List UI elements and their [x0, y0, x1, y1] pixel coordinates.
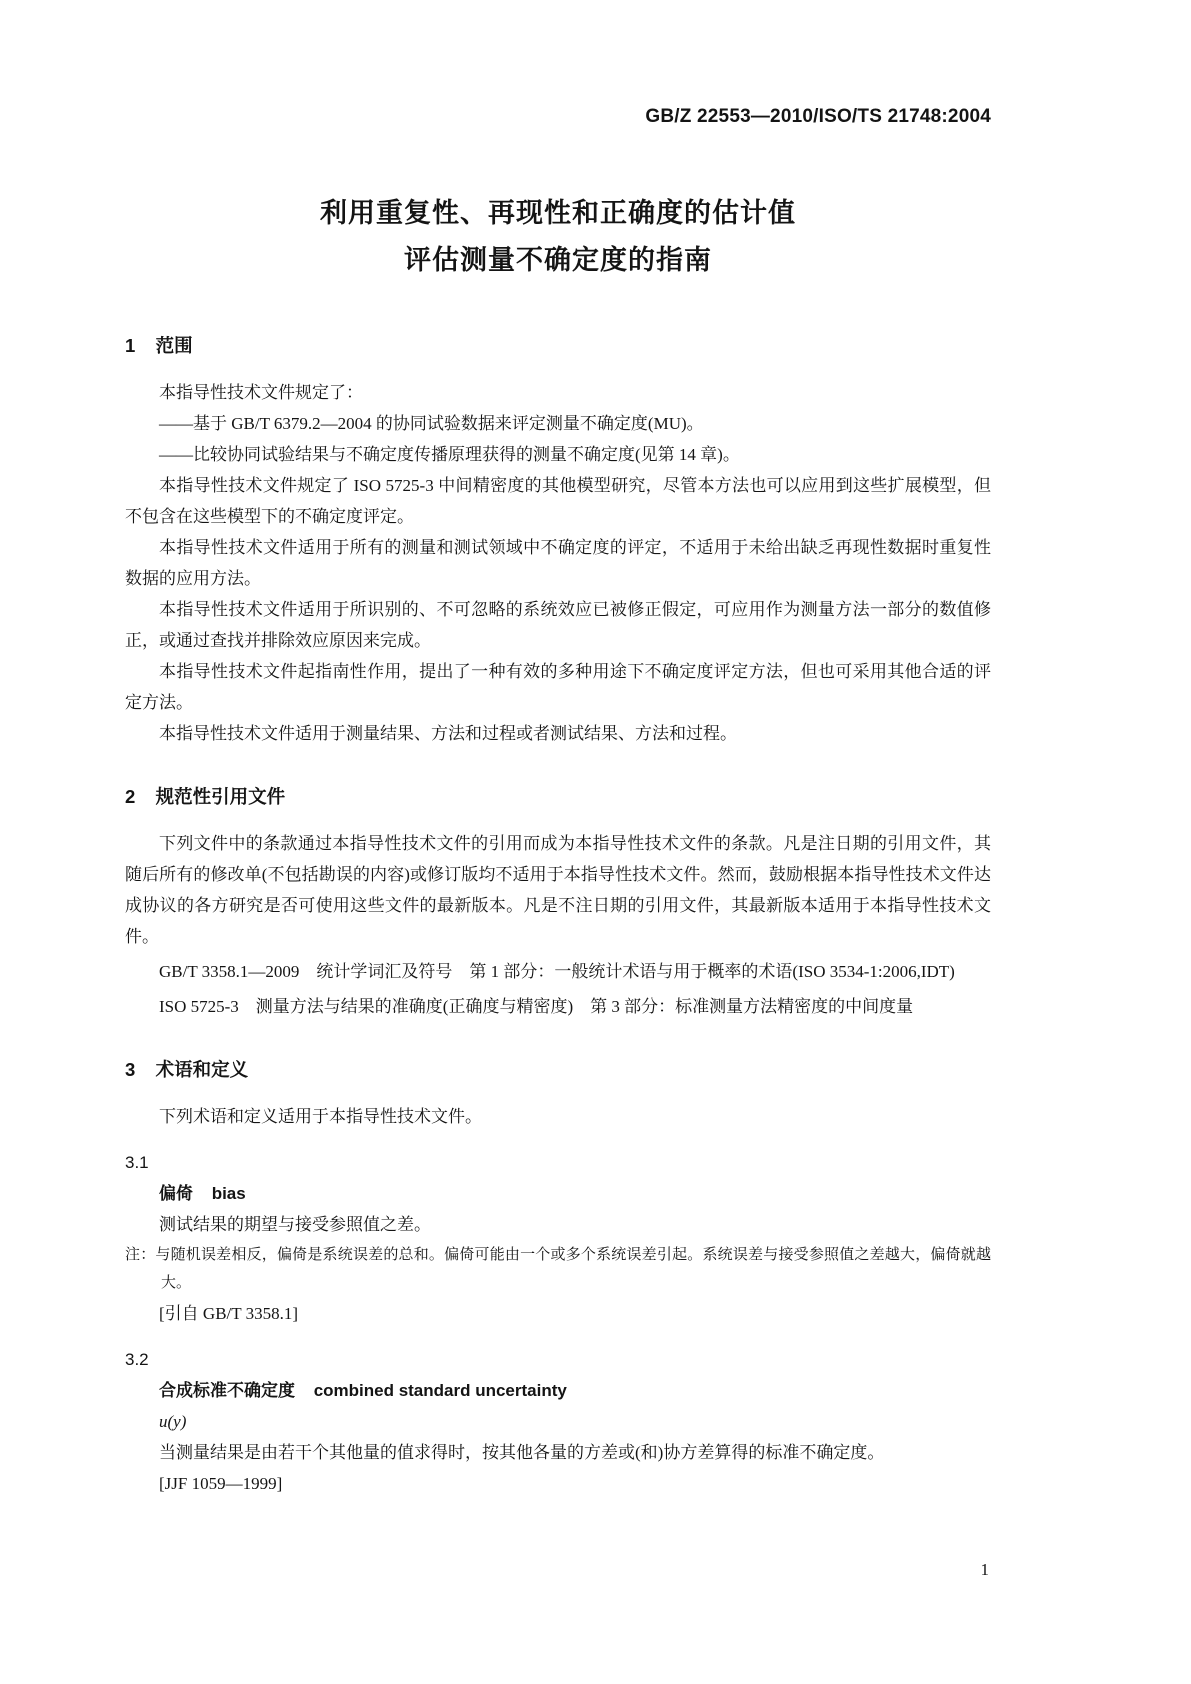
term-name [125, 1178, 991, 1209]
doc-number: GB/Z 22553—2010/ISO/TS 21748:2004 [645, 106, 991, 127]
term-source: [JJF 1059—1999] [159, 1474, 283, 1493]
paragraph: 本指导性技术文件适用于所识别的、不可忽略的系统效应已被修正假定，可应用作为测量方法一部分的数值修正，或通过查找并排除效应原因来完成。 [125, 600, 991, 650]
term-note: 注：与随机误差相反，偏倚是系统误差的总和。偏倚可能由一个或多个系统误差引起。系统误差与接受参照值之差越大，偏倚就越大。 [125, 1247, 991, 1291]
section-3-intro: 下列术语和定义适用于本指导性技术文件。 [159, 1107, 482, 1126]
section-number: 2 [125, 786, 136, 807]
term-name-zh: 合成标准不确定度 [159, 1381, 295, 1400]
section-title: 规范性引用文件 [155, 786, 286, 807]
term-name-en: combined standard uncertainty [313, 1381, 567, 1400]
paragraph: 本指导性技术文件规定了 ISO 5725-3 中间精密度的其他模型研究，尽管本方法也可以应用到这些扩展模型，但不包含在这些模型下的不确定度评定。 [125, 476, 991, 526]
paragraph: 本指导性技术文件适用于所有的测量和测试领域中不确定度的评定，不适用于未给出缺乏再现性数据时重复性数据的应用方法。 [125, 538, 991, 588]
section-3-heading [125, 1054, 991, 1085]
term-source: [引自 GB/T 3358.1] [159, 1304, 298, 1323]
paragraph: 本指导性技术文件适用于测量结果、方法和过程或者测试结果、方法和过程。 [159, 724, 737, 743]
term-name-en: bias [211, 1184, 246, 1203]
term-symbol: u(y) [159, 1412, 187, 1431]
clause-number: 3.1 [125, 1153, 149, 1172]
paragraph: 下列文件中的条款通过本指导性技术文件的引用而成为本指导性技术文件的条款。凡是注日期的引用文件，其随后所有的修改单(不包括勘误的内容)或修订版均不适用于本指导性技术文件。然而，鼓励根据本指导性技术文件达成协议的各方研究是否可使用这些文件的最新版本。凡是不注日期的引用文件，其最新版本适用于本指导性技术文件。 [125, 834, 991, 946]
page-content [125, 0, 991, 1499]
paragraph: 本指导性技术文件起指南性作用，提出了一种有效的多种用途下不确定度评定方法，但也可采用其他合适的评定方法。 [125, 662, 991, 712]
reference-entry: ISO 5725-3 测量方法与结果的准确度(正确度与精密度) 第 3 部分：标准测量方法精密度的中间度量 [159, 997, 914, 1016]
doc-title-line1: 利用重复性、再现性和正确度的估计值 [320, 198, 796, 228]
section-number: 3 [125, 1059, 136, 1080]
section-number: 1 [125, 335, 136, 356]
doc-title [125, 190, 991, 284]
reference-entry: GB/T 3358.1—2009 统计学词汇及符号 第 1 部分：一般统计术语与用于概率的术语(ISO 3534-1:2006,IDT) [159, 962, 955, 981]
paragraph: ——基于 GB/T 6379.2—2004 的协同试验数据来评定测量不确定度(MU)。 [159, 414, 704, 433]
doc-title-line2: 评估测量不确定度的指南 [404, 245, 712, 275]
paragraph: ——比较协同试验结果与不确定度传播原理获得的测量不确定度(见第 14 章)。 [159, 445, 740, 464]
section-1-heading [125, 330, 991, 361]
term-name [125, 1375, 991, 1406]
section-title: 术语和定义 [155, 1059, 249, 1080]
section-2-heading [125, 781, 991, 812]
page-number: 1 [980, 1560, 989, 1579]
term-definition: 当测量结果是由若干个其他量的值求得时，按其他各量的方差或(和)协方差算得的标准不确定度。 [159, 1443, 885, 1462]
section-title: 范围 [155, 335, 193, 356]
paragraph: 本指导性技术文件规定了： [159, 383, 363, 402]
clause-number: 3.2 [125, 1350, 149, 1369]
term-definition: 测试结果的期望与接受参照值之差。 [159, 1215, 431, 1234]
term-name-zh: 偏倚 [159, 1184, 193, 1203]
